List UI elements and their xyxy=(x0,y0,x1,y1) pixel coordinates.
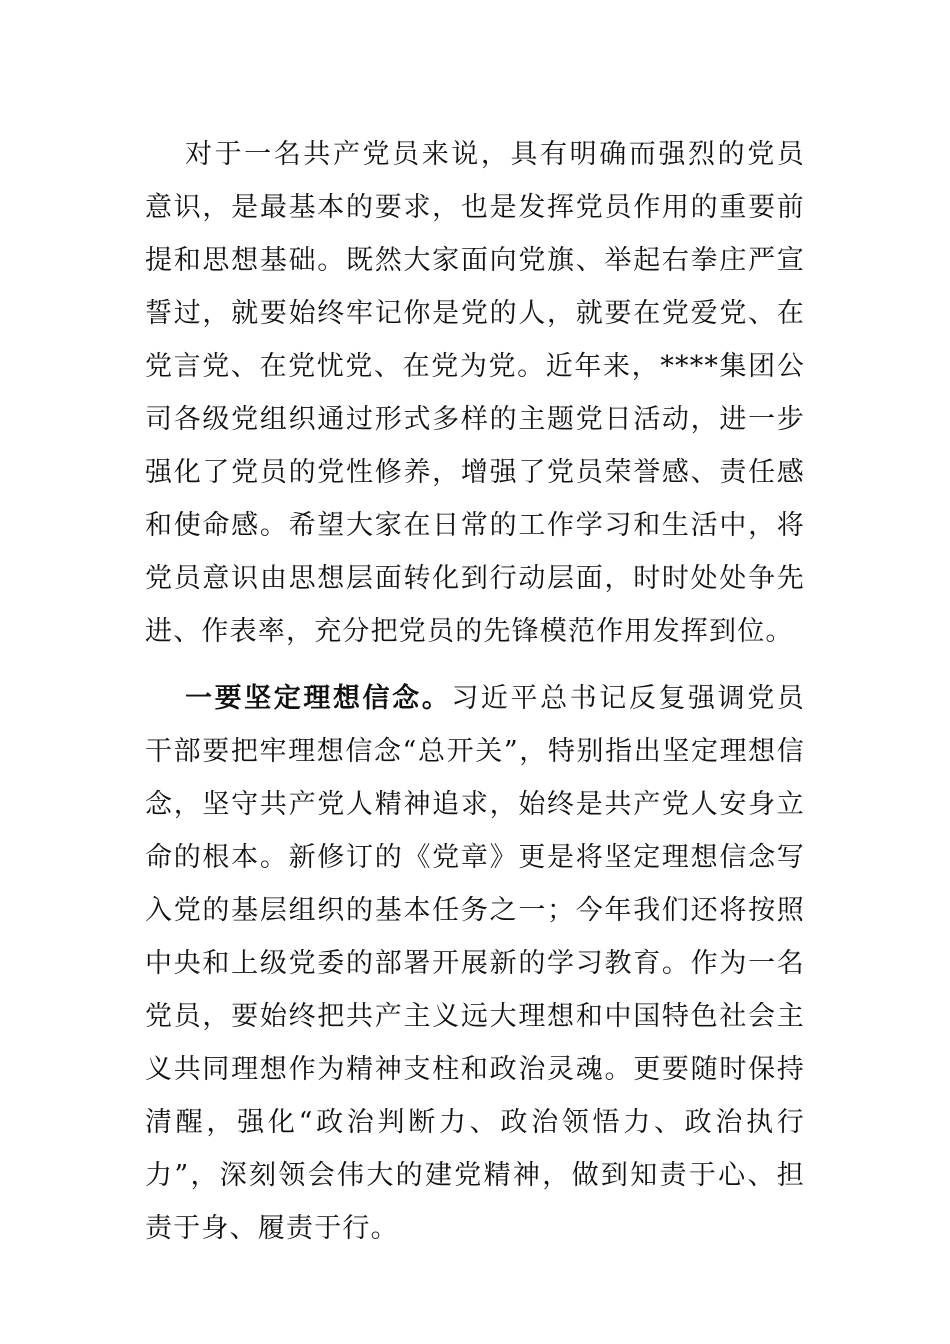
paragraph-party-awareness xyxy=(145,128,805,658)
paragraph-ideals-beliefs xyxy=(145,672,805,1255)
paragraph-text: 习近平总书记反复强调党员干部要把牢理想信念“总开关”，特别指出坚定理想信念，坚守共产党人精神追求，始终是共产党人安身立命的根本。新修订的《党章》更是将坚定理想信念写入党的基层组织的基本任务之一；今年我们还将按照中央和上级党委的部署开展新的学习教育。作为一名党员，要始终把共产主义远大理想和中国特色社会主义共同理想作为精神支柱和政治灵魂。更要随时保持清醒，强化“政治判断力、政治领悟力、政治执行力”，深刻领会伟大的建党精神，做到知责于心、担责于身、履责于行。 xyxy=(145,683,805,1244)
paragraph-text: 对于一名共产党员来说，具有明确而强烈的党员意识，是最基本的要求，也是发挥党员作用的重要前提和思想基础。既然大家面向党旗、举起右拳庄严宣誓过，就要始终牢记你是党的人，就要在党爱党、在党言党、在党忧党、在党为党。近年来，****集团公司各级党组织通过形式多样的主题党日活动，进一步强化了党员的党性修养，增强了党员荣誉感、责任感和使命感。希望大家在日常的工作学习和生活中，将党员意识由思想层面转化到行动层面，时时处处争先进、作表率，充分把党员的先锋模范作用发挥到位。 xyxy=(145,139,805,647)
document-body xyxy=(145,128,805,1255)
paragraph-lead-heading: 一要坚定理想信念。 xyxy=(185,683,452,714)
